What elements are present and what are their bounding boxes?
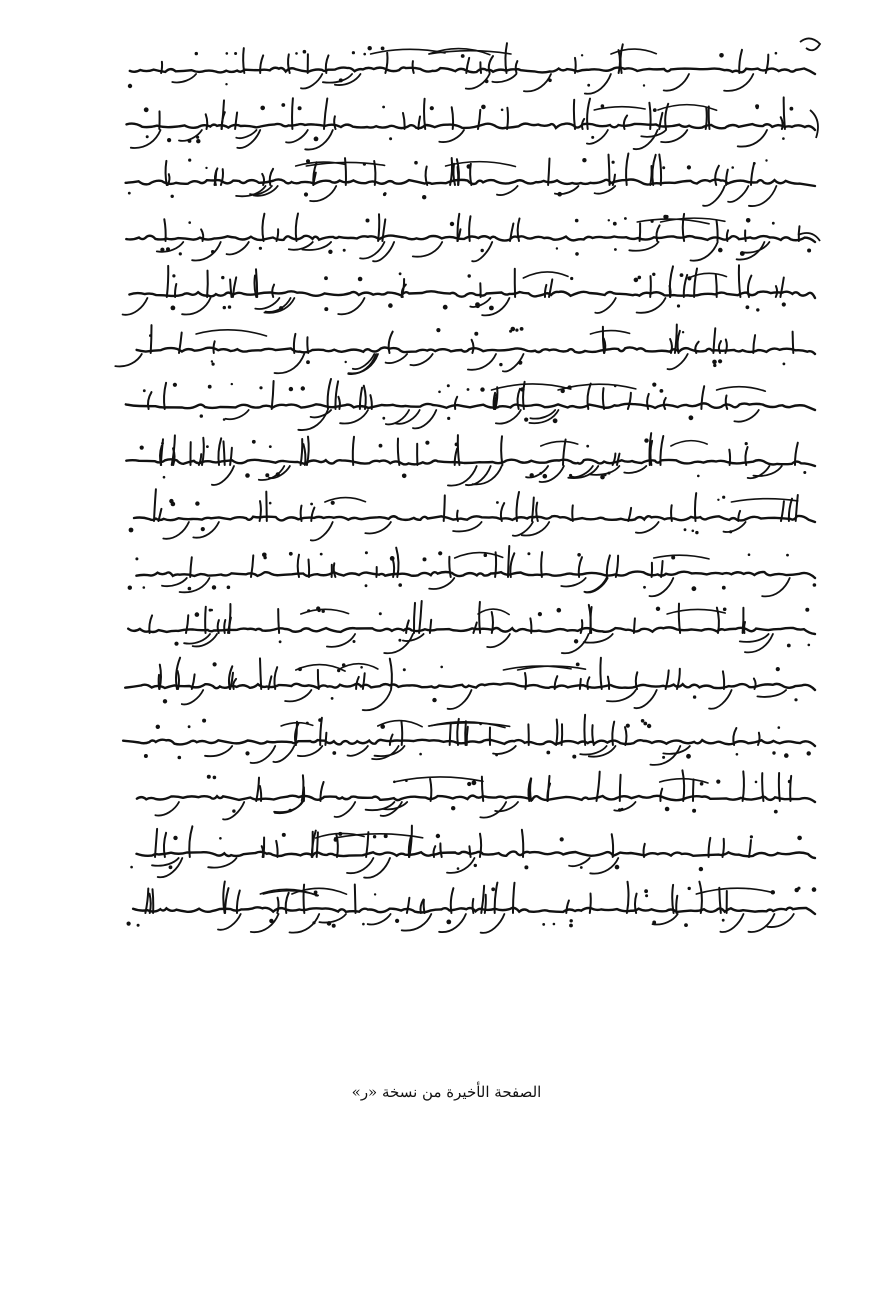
manuscript-line [127, 97, 816, 149]
figure-caption: الصفحة الأخيرة من نسخة «ر» [351, 1083, 542, 1101]
manuscript-line [130, 826, 815, 878]
manuscript-line [126, 379, 815, 430]
manuscript-line [126, 214, 815, 262]
manuscript-line [115, 325, 815, 375]
manuscript-line [126, 433, 815, 486]
manuscript-line [128, 43, 815, 94]
manuscript-line [127, 882, 817, 933]
manuscript-line [129, 489, 815, 540]
manuscript-line [123, 715, 815, 765]
manuscript-line [128, 546, 817, 596]
manuscript-line [125, 658, 815, 711]
handwritten-manuscript-page-icon [110, 30, 830, 980]
manuscript-line [126, 154, 815, 207]
manuscript-facsimile [110, 30, 830, 980]
manuscript-line [128, 601, 815, 653]
manuscript-line [137, 770, 815, 819]
manuscript-line [123, 265, 815, 315]
